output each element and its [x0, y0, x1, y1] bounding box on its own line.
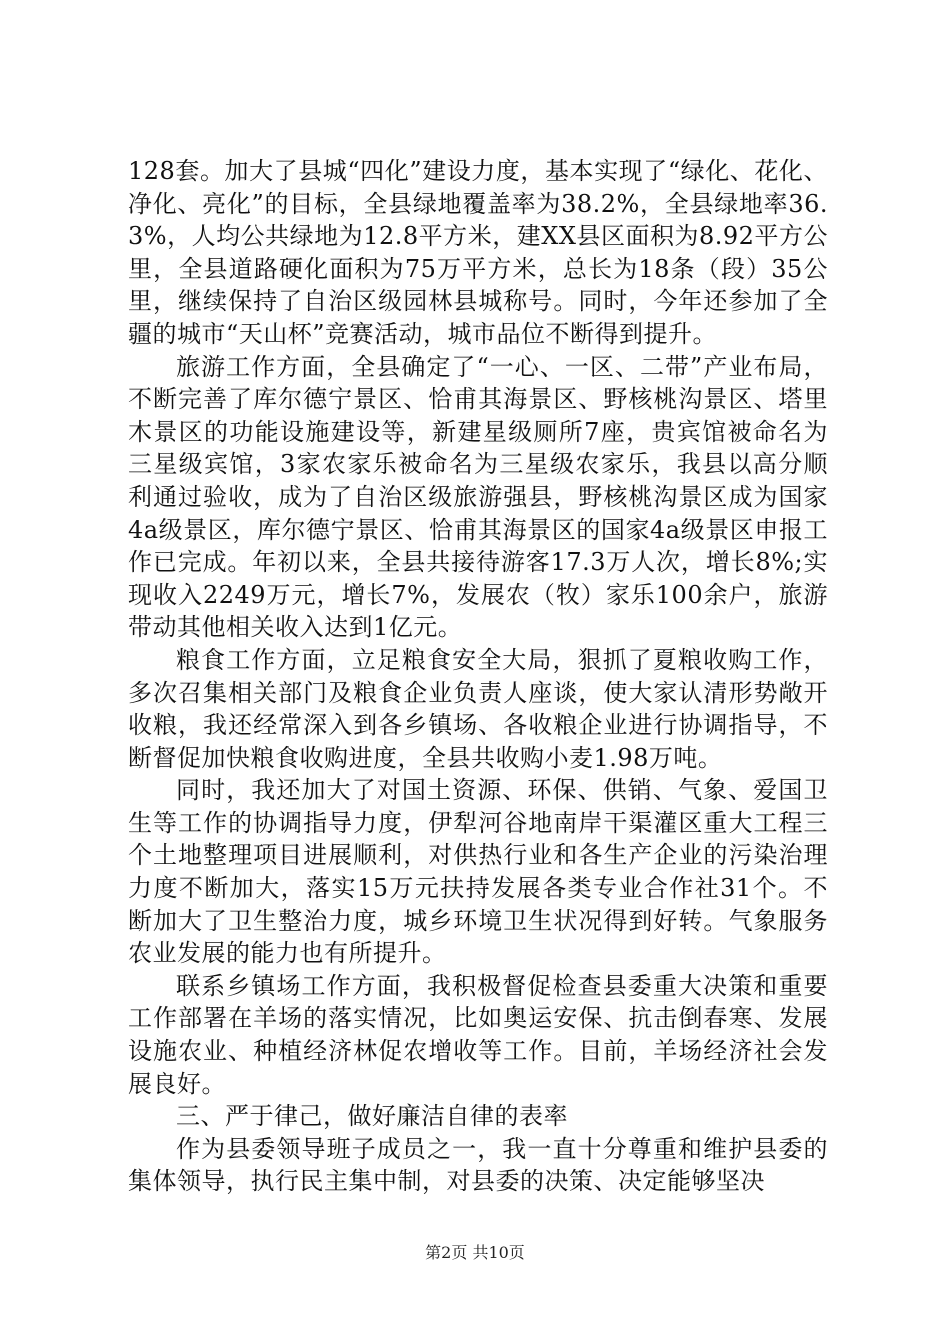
page-number-footer: 第2页 共10页 [425, 1243, 525, 1262]
paragraph-urban-construction: 128套。加大了县城“四化”建设力度，基本实现了“绿化、花化、净化、亮化”的目标，全县绿地覆盖率为38.2%，全县绿地率36.3%，人均公共绿地为12.8平方米，建XX县区面积为8.92平方公里，全县道路硬化面积为75万平方米，总长为18条（段）35公里，继续保持了自治区级园林县城称号。同时，今年还参加了全疆的城市“天山杯”竞赛活动，城市品位不断得到提升。 [128, 157, 828, 348]
section-heading-self-discipline: 三、严于律己，做好廉洁自律的表率 [176, 1102, 568, 1131]
paragraph-township-liaison: 联系乡镇场工作方面，我积极督促检查县委重大决策和重要工作部署在羊场的落实情况，比如奥运安保、抗击倒春寒、发展设施农业、种植经济林促农增收等工作。目前，羊场经济社会发展良好。 [128, 971, 828, 1098]
paragraph-grain: 粮食工作方面，立足粮食安全大局，狠抓了夏粮收购工作，多次召集相关部门及粮食企业负责人座谈，使大家认清形势敞开收粮，我还经常深入到各乡镇场、各收粮企业进行协调指导，不断督促加快粮食收购进度，全县共收购小麦1.98万吨。 [128, 645, 828, 772]
document-body [128, 155, 828, 1198]
paragraph-tourism: 旅游工作方面，全县确定了“一心、一区、二带”产业布局，不断完善了库尔德宁景区、恰甫其海景区、野核桃沟景区、塔里木景区的功能设施建设等，新建星级厕所7座，贵宾馆被命名为三星级宾馆，3家农家乐被命名为三星级农家乐，我县以高分顺利通过验收，成为了自治区级旅游强县，野核桃沟景区成为国家4a级景区，库尔德宁景区、恰甫其海景区的国家4a级景区申报工作已完成。年初以来，全县共接待游客17.3万人次，增长8%;实现收入2249万元，增长7%，发展农（牧）家乐100余户，旅游带动其他相关收入达到1亿元。 [128, 352, 828, 642]
paragraph-other-work: 同时，我还加大了对国土资源、环保、供销、气象、爱国卫生等工作的协调指导力度，伊犁河谷地南岸干渠灌区重大工程三个土地整理项目进展顺利，对供热行业和各生产企业的污染治理力度不断加大，落实15万元扶持发展各类专业合作社31个。不断加大了卫生整治力度，城乡环境卫生状况得到好转。气象服务农业发展的能力也有所提升。 [128, 776, 828, 968]
paragraph-leadership: 作为县委领导班子成员之一，我一直十分尊重和维护县委的集体领导，执行民主集中制，对县委的决策、决定能够坚决 [128, 1134, 828, 1196]
